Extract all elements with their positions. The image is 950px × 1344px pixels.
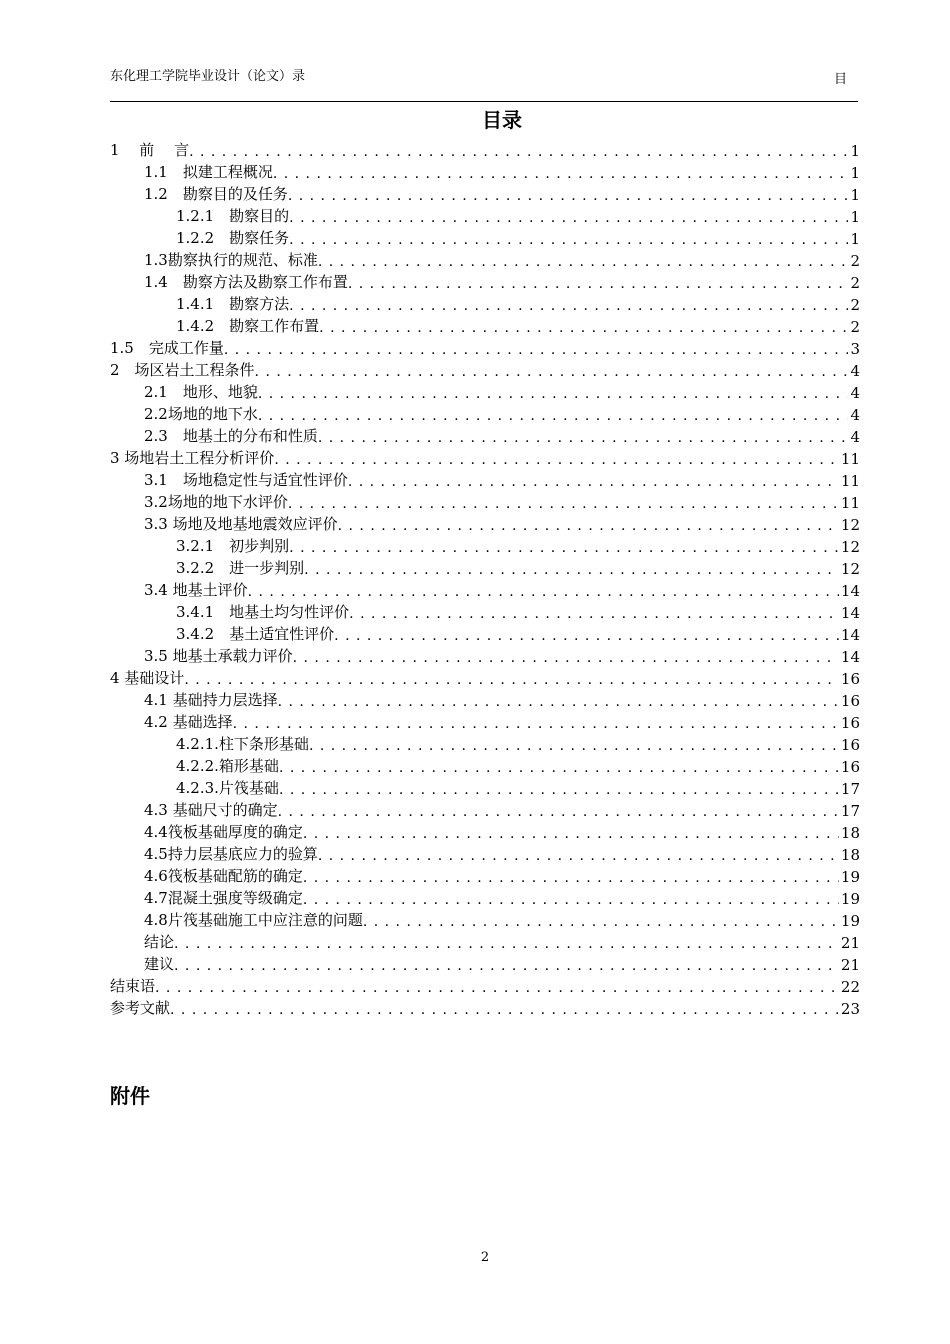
toc-dot-leader [274,452,839,468]
toc-dot-leader [304,562,839,578]
running-header-title: 东化理工学院毕业设计（论文）录 [110,69,306,84]
toc-dot-leader [318,848,839,864]
toc-dot-leader [189,144,848,160]
toc-entry-page: 19 [840,912,860,930]
header-divider [110,101,858,102]
toc-entry[interactable] [110,710,860,732]
toc-dot-leader [348,276,849,292]
toc-entry-page: 4 [850,384,860,402]
toc-entry-page: 23 [840,1000,860,1018]
toc-entry-text: 3.2.1 初步判别 [176,537,290,555]
toc-entry[interactable] [110,182,860,204]
toc-entry[interactable] [110,358,860,380]
toc-entry[interactable] [110,314,860,336]
toc-dot-leader [248,584,839,600]
toc-entry-text: 4.7混凝土强度等级确定 [144,889,303,907]
toc-entry-page: 18 [840,824,860,842]
toc-entry-page: 1 [850,230,860,248]
toc-entry-text: 1.2.2 勘察任务 [176,229,290,247]
toc-entry-page: 16 [840,714,860,732]
toc-entry-text: 1.4.1 勘察方法 [176,295,290,313]
toc-entry-page: 1 [850,208,860,226]
toc-entry-text: 4 基础设计 [110,669,185,687]
toc-entry[interactable] [110,336,860,358]
toc-entry-page: 2 [850,274,860,292]
toc-dot-leader [289,232,848,248]
toc-entry-text: 3 场地岩土工程分析评价 [110,449,275,467]
table-of-contents [110,138,860,1018]
toc-entry-text: 1.4 勘察方法及勘察工作布置 [144,273,348,291]
toc-entry-page: 19 [840,890,860,908]
toc-dot-leader [289,298,848,314]
toc-entry-text: 2 场区岩土工程条件 [110,361,255,379]
toc-entry[interactable] [110,490,860,512]
toc-entry-page: 11 [840,494,860,512]
toc-entry-text: 3.5 地基土承载力评价 [144,647,293,665]
toc-dot-leader [170,1002,839,1018]
toc-entry-page: 2 [850,318,860,336]
toc-entry-page: 12 [840,538,860,556]
toc-entry[interactable] [110,424,860,446]
toc-entry-text: 4.2.2.箱形基础 [176,757,279,775]
toc-dot-leader [303,892,839,908]
toc-entry[interactable] [110,160,860,182]
toc-dot-leader [279,782,839,798]
toc-entry-text: 1.3勘察执行的规范、标准 [144,251,318,269]
toc-entry-text: 4.8片筏基础施工中应注意的问题 [144,911,363,929]
toc-entry-page: 16 [840,692,860,710]
toc-dot-leader [289,210,848,226]
toc-entry[interactable] [110,468,860,490]
toc-entry-page: 14 [840,626,860,644]
toc-dot-leader [258,386,849,402]
toc-entry-text: 4.6筏板基础配筋的确定 [144,867,303,885]
toc-entry[interactable] [110,446,860,468]
toc-dot-leader [318,430,849,446]
toc-entry-text: 1.5 完成工作量 [110,339,224,357]
toc-entry-page: 16 [840,736,860,754]
toc-entry-page: 12 [840,516,860,534]
toc-entry-text: 2.1 地形、地貌 [144,383,258,401]
toc-entry-page: 19 [840,868,860,886]
toc-dot-leader [288,188,849,204]
toc-entry-page: 14 [840,582,860,600]
toc-entry-text: 4.3 基础尺寸的确定 [144,801,278,819]
toc-entry[interactable] [110,644,860,666]
toc-entry-page: 1 [850,164,860,182]
toc-entry-text: 4.5持力层基底应力的验算 [144,845,318,863]
toc-entry[interactable] [110,622,860,644]
toc-dot-leader [319,320,848,336]
toc-dot-leader [288,496,839,512]
toc-entry[interactable] [110,534,860,556]
toc-entry[interactable] [110,204,860,226]
toc-entry-text: 3.4 地基土评价 [144,581,248,599]
toc-dot-leader [293,650,839,666]
toc-dot-leader [349,606,839,622]
toc-entry[interactable] [110,820,860,842]
toc-entry-page: 12 [840,560,860,578]
toc-entry[interactable] [110,930,860,952]
toc-entry[interactable] [110,380,860,402]
toc-dot-leader [258,408,849,424]
toc-entry-text: 1.2.1 勘察目的 [176,207,290,225]
toc-entry[interactable] [110,600,860,622]
toc-dot-leader [255,364,849,380]
toc-entry-text: 3.4.1 地基土均匀性评价 [176,603,350,621]
running-header-section: 目 [834,72,848,87]
toc-entry[interactable] [110,842,860,864]
toc-entry[interactable] [110,974,860,996]
toc-entry[interactable] [110,402,860,424]
toc-dot-leader [224,342,849,358]
toc-dot-leader [174,936,839,952]
toc-entry-page: 17 [840,802,860,820]
toc-dot-leader [278,804,839,820]
toc-dot-leader [338,518,839,534]
toc-entry[interactable] [110,292,860,314]
toc-entry-page: 11 [840,472,860,490]
toc-entry-text: 结论 [144,933,175,951]
toc-entry[interactable] [110,864,860,886]
toc-entry-page: 21 [840,956,860,974]
toc-entry-page: 18 [840,846,860,864]
toc-entry-page: 16 [840,670,860,688]
toc-entry[interactable] [110,776,860,798]
toc-entry[interactable] [110,732,860,754]
toc-entry[interactable] [110,248,860,270]
toc-entry[interactable] [110,886,860,908]
toc-entry[interactable] [110,270,860,292]
toc-entry-text: 3.4.2 基土适宜性评价 [176,625,335,643]
toc-dot-leader [279,760,839,776]
toc-entry-page: 2 [850,252,860,270]
toc-entry-text: 4.1 基础持力层选择 [144,691,278,709]
toc-dot-leader [174,958,839,974]
toc-entry-text: 4.2 基础选择 [144,713,233,731]
toc-dot-leader [309,738,839,754]
toc-entry[interactable] [110,798,860,820]
toc-entry-page: 17 [840,780,860,798]
toc-entry-page: 16 [840,758,860,776]
toc-dot-leader [184,672,839,688]
toc-title: 目录 [482,108,522,132]
toc-dot-leader [303,826,839,842]
toc-entry-text: 1 前 言 [110,141,190,159]
toc-entry[interactable] [110,512,860,534]
toc-entry-text: 4.4筏板基础厚度的确定 [144,823,303,841]
toc-entry-text: 1.1 拟建工程概况 [144,163,273,181]
toc-entry-page: 4 [850,406,860,424]
toc-dot-leader [233,716,839,732]
toc-entry[interactable] [110,908,860,930]
toc-entry-text: 3.2.2 进一步判别 [176,559,305,577]
toc-entry-text: 建议 [144,955,175,973]
toc-dot-leader [289,540,839,556]
toc-entry-text: 3.2场地的地下水评价 [144,493,288,511]
toc-entry-text: 2.2场地的地下水 [144,405,258,423]
toc-entry[interactable] [110,556,860,578]
toc-entry-page: 22 [840,978,860,996]
toc-dot-leader [278,694,839,710]
toc-entry-page: 1 [850,186,860,204]
toc-entry-text: 1.2 勘察目的及任务 [144,185,288,203]
toc-entry[interactable] [110,688,860,710]
toc-dot-leader [334,628,839,644]
attachment-heading: 附件 [110,1084,150,1108]
toc-entry-text: 4.2.1.柱下条形基础 [176,735,309,753]
toc-entry-page: 3 [850,340,860,358]
page-number: 2 [480,1250,490,1265]
toc-dot-leader [273,166,849,182]
toc-entry-text: 1.4.2 勘察工作布置 [176,317,320,335]
toc-entry[interactable] [110,952,860,974]
toc-entry[interactable] [110,754,860,776]
toc-entry-page: 4 [850,428,860,446]
toc-entry[interactable] [110,578,860,600]
toc-entry-page: 4 [850,362,860,380]
toc-dot-leader [363,914,839,930]
toc-entry-text: 3.3 场地及地基地震效应评价 [144,515,338,533]
toc-entry-text: 3.1 场地稳定性与适宜性评价 [144,471,348,489]
toc-entry-text: 4.2.3.片筏基础 [176,779,279,797]
toc-dot-leader [318,254,849,270]
toc-dot-leader [348,474,839,490]
toc-entry[interactable] [110,666,860,688]
toc-entry-page: 14 [840,604,860,622]
toc-entry[interactable] [110,138,860,160]
toc-entry-text: 结束语 [110,977,156,995]
toc-entry-text: 2.3 地基土的分布和性质 [144,427,318,445]
toc-entry-text: 参考文献 [110,999,171,1017]
toc-dot-leader [303,870,839,886]
toc-entry[interactable] [110,996,860,1018]
toc-entry-page: 11 [840,450,860,468]
toc-entry-page: 14 [840,648,860,666]
toc-entry-page: 21 [840,934,860,952]
toc-dot-leader [155,980,839,996]
toc-entry-page: 1 [850,142,860,160]
toc-entry-page: 2 [850,296,860,314]
toc-entry[interactable] [110,226,860,248]
